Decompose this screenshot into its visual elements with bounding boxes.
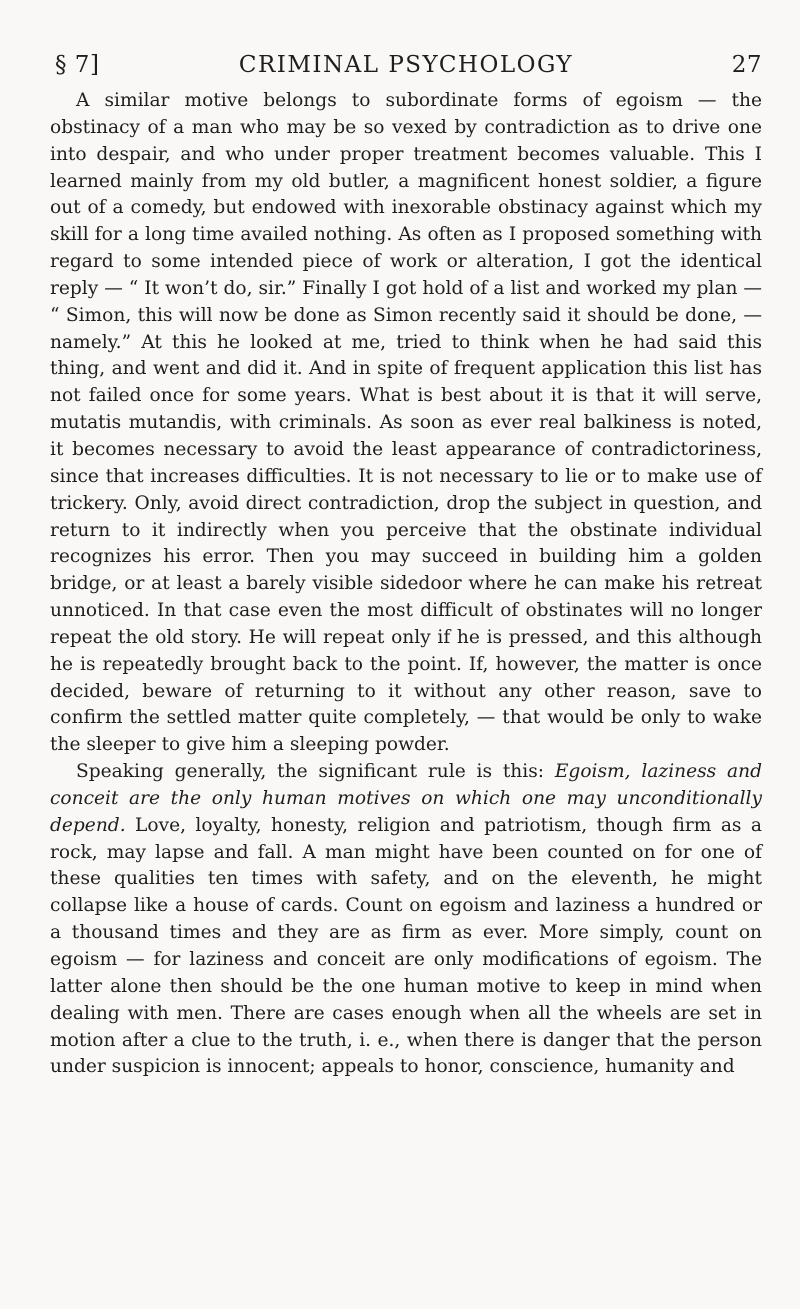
paragraph <box>50 759 762 1081</box>
paragraph: A similar motive belongs to subordinate forms of egoism — the obstinacy of a man who may be so vexed by contradiction as to drive one into despair, and who under proper treatment becomes valuable. This I learned mainly from my old butler, a magnificent honest soldier, a figure out of a comedy, but endowed with inexorable obstinacy against which my skill for a long time availed nothing. As often as I proposed something with regard to some intended piece of work or alteration, I got the identical reply — “ It won’t do, sir.” Finally I got hold of a list and worked my plan — “ Simon, this will now be done as Simon recently said it should be done, — namely.” At this he looked at me, tried to think when he had said this thing, and went and did it. And in spite of frequent application this list has not failed once for some years. What is best about it is that it will serve, mutatis mutandis, with criminals. As soon as ever real balkiness is noted, it becomes necessary to avoid the least appearance of contradictoriness, since that increases difficulties. It is not necessary to lie or to make use of trickery. Only, avoid direct contradiction, drop the subject in question, and return to it indirectly when you perceive that the obstinate individual recognizes his error. Then you may succeed in building him a golden bridge, or at least a barely visible sidedoor where he can make his retreat unnoticed. In that case even the most difficult of obstinates will no longer repeat the old story. He will repeat only if he is pressed, and this although he is repeatedly brought back to the point. If, however, the matter is once decided, beware of returning to it without any other reason, save to confirm the settled matter quite completely, — that would be only to wake the sleeper to give him a sleeping powder. <box>50 90 762 756</box>
italic-rule: Egoism, laziness and conceit are the only human motives on which one may unconditionally depend. <box>50 761 762 836</box>
section-marker: § 7] <box>55 52 100 78</box>
book-page <box>50 52 762 1081</box>
running-title: CRIMINAL PSYCHOLOGY <box>238 52 574 78</box>
paragraph-lead: Speaking generally, the significant rule is this: <box>76 761 555 783</box>
page-number: 27 <box>731 52 762 78</box>
body-text <box>50 88 762 1081</box>
running-header <box>50 52 762 88</box>
paragraph-tail: Love, loyalty, honesty, religion and patriotism, though firm as a rock, may lapse and fall. A man might have been counted on for one of these qualities ten times with safety, and on the eleventh, he might collapse like a house of cards. Count on egoism and laziness a hundred or a thousand times and they are as firm as ever. More simply, count on egoism — for laziness and conceit are only modifications of egoism. The latter alone then should be the one human motive to keep in mind when dealing with men. There are cases enough when all the wheels are set in motion after a clue to the truth, i. e., when there is danger that the person under suspicion is innocent; appeals to honor, conscience, humanity and <box>50 814 762 1078</box>
